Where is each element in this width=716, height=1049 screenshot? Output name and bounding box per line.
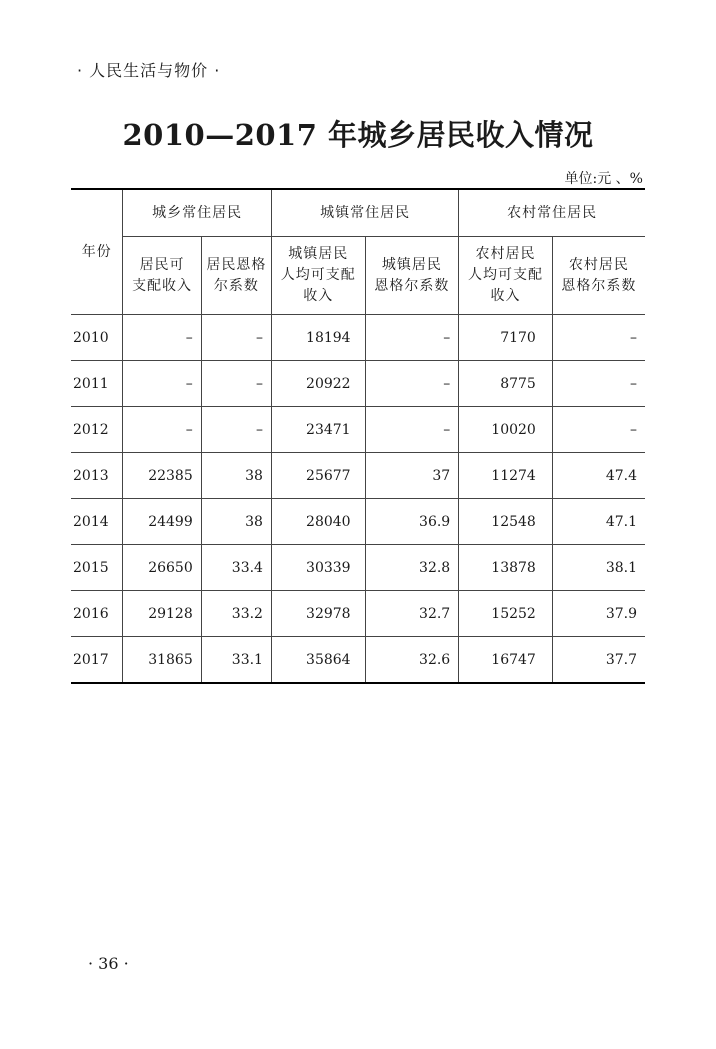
value-cell: 32.8	[365, 545, 459, 591]
value-cell: –	[552, 407, 645, 453]
value-cell: –	[365, 315, 459, 361]
value-cell: –	[552, 315, 645, 361]
value-cell: 36.9	[365, 499, 459, 545]
table-row	[71, 453, 645, 499]
group-header-rural: 农村常住居民	[459, 189, 645, 237]
value-cell: 38	[201, 453, 271, 499]
value-cell: –	[123, 361, 201, 407]
year-cell: 2017	[71, 637, 123, 684]
value-cell: 38.1	[552, 545, 645, 591]
subheader-rural-income: 农村居民 人均可支配 收入	[459, 237, 553, 315]
unit-note: 单位:元 、%	[564, 171, 643, 187]
value-cell: 38	[201, 499, 271, 545]
group-header-urban: 城镇常住居民	[271, 189, 458, 237]
value-cell: 33.2	[201, 591, 271, 637]
value-cell: 35864	[271, 637, 365, 684]
year-cell: 2016	[71, 591, 123, 637]
year-cell: 2010	[71, 315, 123, 361]
table-row	[71, 315, 645, 361]
value-cell: 47.4	[552, 453, 645, 499]
value-cell: 37.9	[552, 591, 645, 637]
income-table	[71, 188, 645, 684]
subheader-rural-engel: 农村居民 恩格尔系数	[552, 237, 645, 315]
table-row	[71, 407, 645, 453]
value-cell: 11274	[459, 453, 553, 499]
subheader-urban-income: 城镇居民 人均可支配 收入	[271, 237, 365, 315]
value-cell: –	[201, 315, 271, 361]
value-cell: –	[123, 407, 201, 453]
value-cell: –	[201, 407, 271, 453]
value-cell: 20922	[271, 361, 365, 407]
table-row	[71, 545, 645, 591]
value-cell: 37	[365, 453, 459, 499]
subheader-disposable-income: 居民可 支配收入	[123, 237, 201, 315]
value-cell: 25677	[271, 453, 365, 499]
year-cell: 2014	[71, 499, 123, 545]
value-cell: 30339	[271, 545, 365, 591]
table-row	[71, 591, 645, 637]
group-header-all: 城乡常住居民	[123, 189, 272, 237]
value-cell: 12548	[459, 499, 553, 545]
value-cell: 16747	[459, 637, 553, 684]
value-cell: 22385	[123, 453, 201, 499]
value-cell: 32.6	[365, 637, 459, 684]
value-cell: –	[365, 407, 459, 453]
value-cell: –	[365, 361, 459, 407]
page-title: 2010—2017 年城乡居民收入情况	[122, 118, 594, 152]
value-cell: 29128	[123, 591, 201, 637]
value-cell: 13878	[459, 545, 553, 591]
year-cell: 2012	[71, 407, 123, 453]
table-row	[71, 361, 645, 407]
value-cell: 28040	[271, 499, 365, 545]
section-header: · 人民生活与物价 ·	[77, 61, 221, 80]
subheader-engel-coefficient: 居民恩格 尔系数	[201, 237, 271, 315]
value-cell: 26650	[123, 545, 201, 591]
value-cell: 15252	[459, 591, 553, 637]
value-cell: 8775	[459, 361, 553, 407]
year-cell: 2013	[71, 453, 123, 499]
value-cell: 23471	[271, 407, 365, 453]
value-cell: 7170	[459, 315, 553, 361]
year-cell: 2011	[71, 361, 123, 407]
value-cell: 33.1	[201, 637, 271, 684]
value-cell: 47.1	[552, 499, 645, 545]
table-row	[71, 499, 645, 545]
year-cell: 2015	[71, 545, 123, 591]
value-cell: 32978	[271, 591, 365, 637]
value-cell: 10020	[459, 407, 553, 453]
value-cell: 24499	[123, 499, 201, 545]
value-cell: 18194	[271, 315, 365, 361]
value-cell: –	[123, 315, 201, 361]
value-cell: 33.4	[201, 545, 271, 591]
value-cell: 31865	[123, 637, 201, 684]
subheader-urban-engel: 城镇居民 恩格尔系数	[365, 237, 459, 315]
value-cell: 32.7	[365, 591, 459, 637]
table-row	[71, 637, 645, 684]
value-cell: 37.7	[552, 637, 645, 684]
year-header: 年份	[71, 189, 123, 315]
value-cell: –	[552, 361, 645, 407]
value-cell: –	[201, 361, 271, 407]
page-number: · 36 ·	[88, 954, 129, 973]
